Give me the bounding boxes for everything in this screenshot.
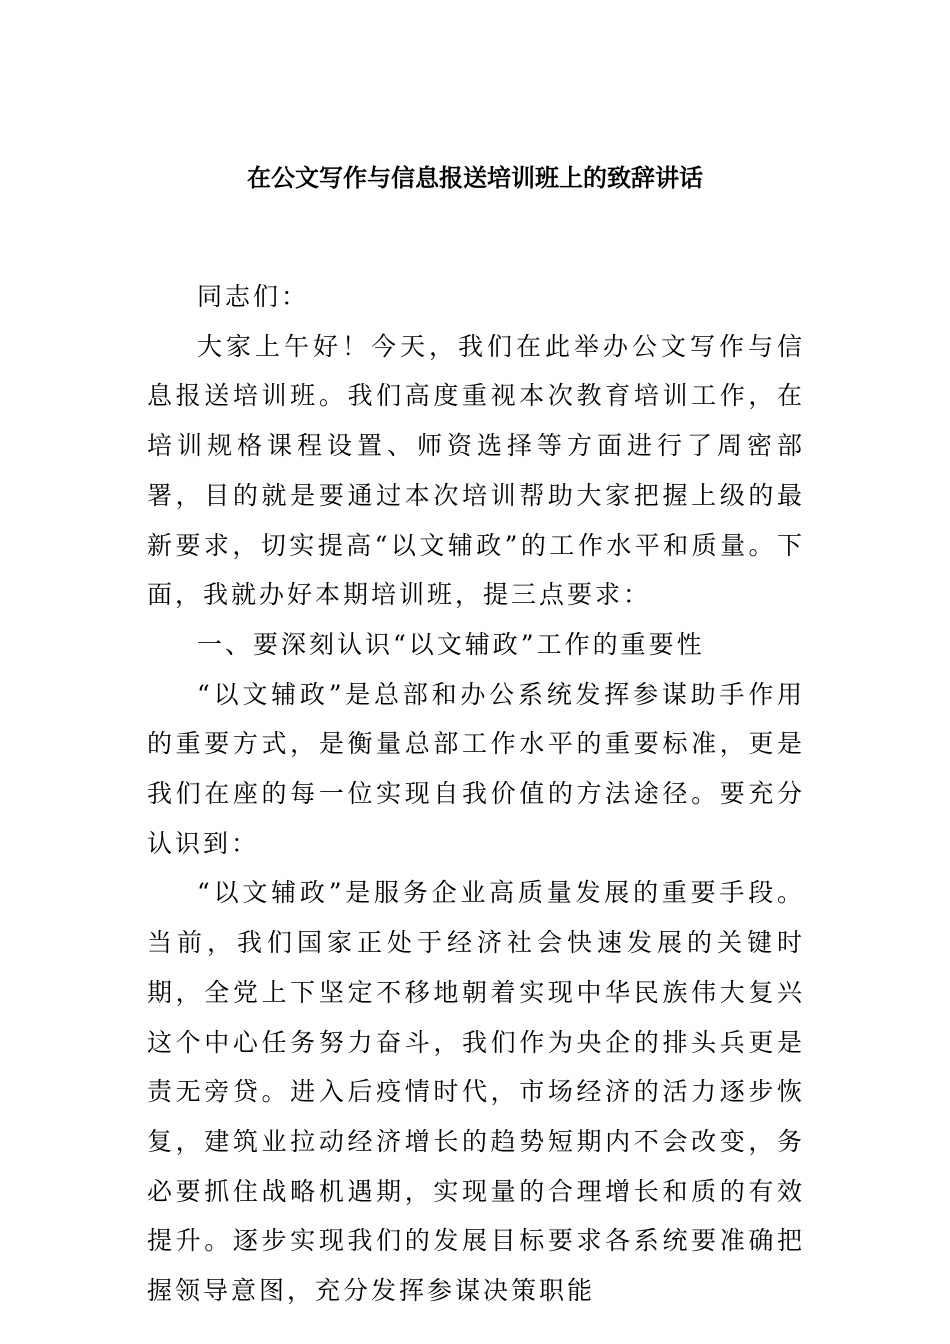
opening-paragraph: 大家上午好！今天，我们在此举办公文写作与信息报送培训班。我们高度重视本次教育培训工作，在培训规格课程设置、师资选择等方面进行了周密部署，目的就是要通过本次培训帮助大家把握上级的最新要求，切实提高“以文辅政”的工作水平和质量。下面，我就办好本期培训班，提三点要求： [147, 331, 805, 610]
body-paragraph: “以文辅政”是服务企业高质量发展的重要手段。当前，我们国家正处于经济社会快速发展的关键时期，全党上下坚定不移地朝着实现中华民族伟大复兴这个中心任务努力奋斗，我们作为央企的排头兵更是责无旁贷。进入后疫情时代，市场经济的活力逐步恢复，建筑业拉动经济增长的趋势短期内不会改变，务必要抓住战略机遇期，实现量的合理增长和质的有效提升。逐步实现我们的发展目标要求各系统要准确把握领导意图，充分发挥参谋决策职能 [147, 878, 805, 1306]
document-title: 在公文写作与信息报送培训班上的致辞讲话 [247, 163, 703, 192]
document-body [147, 272, 805, 1316]
section-heading-1: 一、要深刻认识“以文辅政”工作的重要性 [197, 629, 705, 659]
salutation-paragraph: 同志们： [197, 282, 310, 311]
body-paragraph: “以文辅政”是总部和办公系统发挥参谋助手作用的重要方式，是衡量总部工作水平的重要标准，更是我们在座的每一位实现自我价值的方法途径。要充分认识到： [147, 679, 805, 858]
